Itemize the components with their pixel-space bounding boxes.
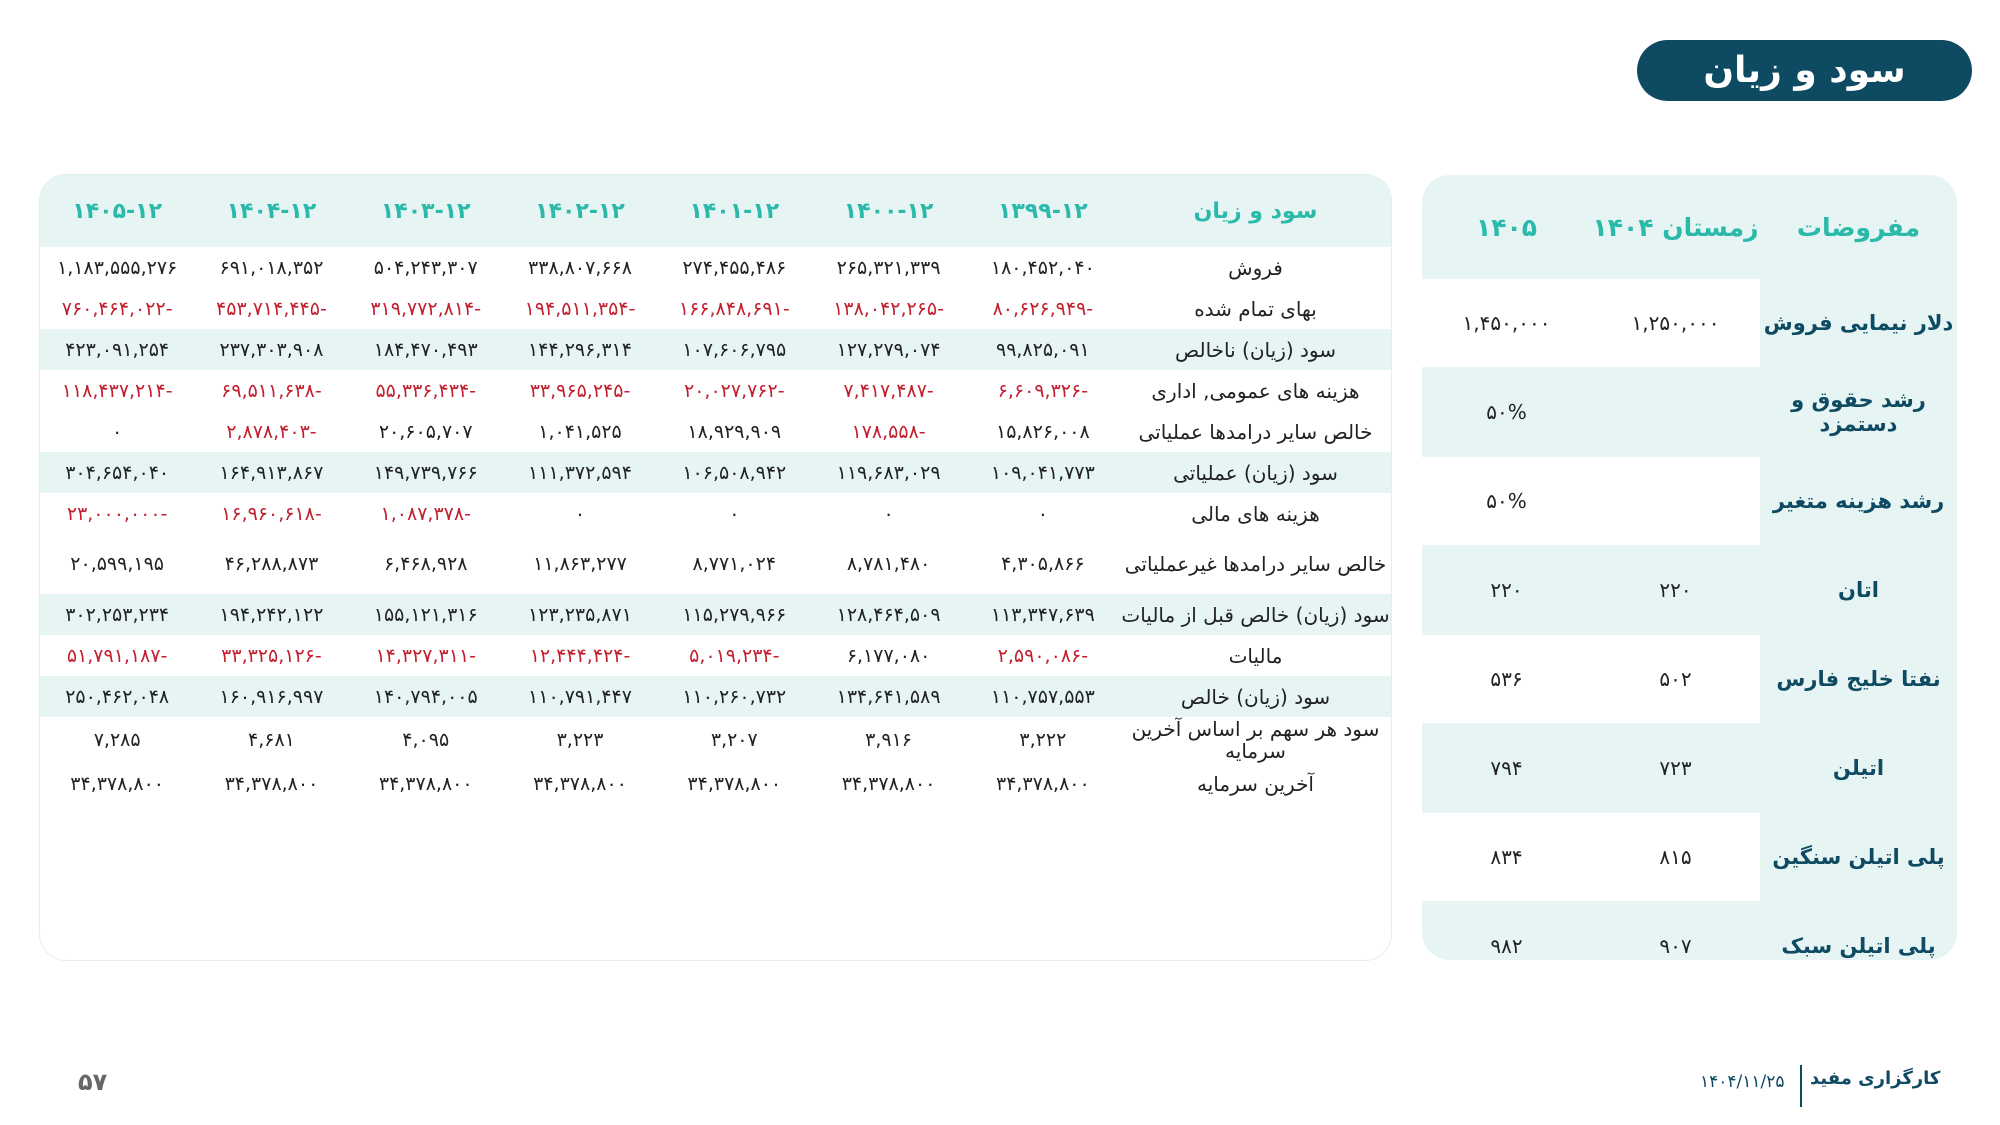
pnl-cell: ۳۴,۳۷۸,۸۰۰	[841, 772, 936, 795]
pnl-cell: ۱۲۳,۲۳۵,۸۷۱	[503, 594, 657, 635]
pnl-row-label: آخرین سرمایه	[1197, 771, 1314, 796]
assumption-label: نفتا خلیج فارس	[1760, 635, 1957, 724]
pnl-row	[40, 452, 1391, 493]
assumption-value: ۵۰۲	[1591, 635, 1760, 724]
assumption-label: پلی اتیلن سبک	[1760, 902, 1957, 961]
assumption-value: ۲۲۰	[1591, 546, 1760, 635]
pnl-cell: ۱۱,۸۶۳,۲۷۷	[533, 553, 627, 575]
pnl-cell: -۳۱۹,۷۷۲,۸۱۴	[370, 297, 482, 320]
pnl-cell: ۳۴,۳۷۸,۸۰۰	[224, 772, 319, 795]
pnl-cell: -۳۳,۳۲۵,۱۲۶	[221, 644, 322, 667]
pnl-cell: ۱۲۷,۲۷۹,۰۷۴	[811, 329, 965, 370]
assumption-value	[1591, 457, 1760, 546]
assumption-row	[1422, 368, 1957, 457]
pnl-cell: ۱۴۰,۷۹۴,۰۰۵	[349, 676, 503, 717]
pnl-cell: ۴۶,۲۸۸,۸۷۳	[224, 553, 319, 575]
pnl-cell: ۳,۲۰۷	[710, 729, 758, 751]
pnl-cell: ۰	[883, 502, 894, 525]
pnl-cell: ۱۳۴,۶۴۱,۵۸۹	[811, 676, 965, 717]
pnl-cell: ۱۸۰,۴۵۲,۰۴۰	[990, 256, 1095, 279]
pnl-header: ۱۴۰۲-۱۲	[503, 175, 657, 247]
pnl-cell: -۵۵,۳۳۶,۴۳۴	[375, 379, 477, 402]
footer-date: ۱۴۰۴/۱۱/۲۵	[1700, 1072, 1785, 1092]
pnl-cell: ۶,۴۶۸,۹۲۸	[383, 553, 468, 575]
pnl-row	[40, 676, 1391, 717]
pnl-row-label: مالیات	[1228, 643, 1283, 668]
assumption-value: ۷۲۳	[1591, 724, 1760, 813]
pnl-header: سود و زیان	[1120, 175, 1391, 247]
pnl-row-label: بهای تمام شده	[1194, 296, 1317, 321]
assumption-row	[1422, 635, 1957, 724]
footer-brand: کارگزاری مفید	[1810, 1068, 1941, 1089]
assumption-label: اتان	[1760, 546, 1957, 635]
pnl-cell: ۲۰,۵۹۹,۱۹۵	[70, 553, 165, 575]
pnl-cell: ۳۴,۳۷۸,۸۰۰	[378, 772, 473, 795]
pnl-cell: ۲۵۰,۴۶۲,۰۴۸	[40, 676, 194, 717]
assumptions-header: ۱۴۰۵	[1475, 212, 1538, 242]
pnl-cell: ۱۱۳,۳۴۷,۶۳۹	[966, 594, 1120, 635]
pnl-row	[40, 717, 1391, 763]
assumption-row	[1422, 902, 1957, 961]
pnl-cell: ۳۰۴,۶۵۴,۰۴۰	[40, 452, 194, 493]
pnl-cell: ۳,۲۲۲	[1019, 729, 1067, 751]
pnl-cell: -۱۶۶,۸۴۸,۶۹۱	[678, 297, 790, 320]
pnl-cell: ۱۱۹,۶۸۳,۰۲۹	[811, 452, 965, 493]
pnl-row	[40, 534, 1391, 594]
pnl-cell: ۱۹۴,۲۴۲,۱۲۲	[194, 594, 348, 635]
pnl-header: ۱۴۰۱-۱۲	[657, 175, 811, 247]
assumption-value: ۱,۲۵۰,۰۰۰	[1591, 279, 1760, 368]
pnl-cell: ۱۸,۹۲۹,۹۰۹	[687, 420, 782, 443]
pnl-cell: ۱۶۰,۹۱۶,۹۹۷	[194, 676, 348, 717]
pnl-cell: -۱۲,۴۴۴,۴۲۴	[529, 644, 631, 667]
pnl-cell: -۲۳,۰۰۰,۰۰۰	[66, 502, 168, 525]
pnl-header: ۱۴۰۳-۱۲	[349, 175, 503, 247]
pnl-cell: ۱,۱۸۳,۵۵۵,۲۷۶	[57, 256, 178, 279]
pnl-cell: ۱۲۸,۴۶۴,۵۰۹	[811, 594, 965, 635]
pnl-cell: -۱۴,۳۲۷,۳۱۱	[375, 644, 477, 667]
pnl-cell: ۱۵,۸۲۶,۰۰۸	[995, 420, 1090, 443]
assumption-value: ۱,۴۵۰,۰۰۰	[1422, 279, 1591, 368]
pnl-cell: ۴۲۳,۰۹۱,۲۵۴	[40, 329, 194, 370]
assumption-label: رشد حقوق و دستمزد	[1760, 368, 1957, 457]
pnl-cell: -۶,۶۰۹,۳۲۶	[997, 379, 1089, 402]
page-number: ۵۷	[78, 1068, 108, 1096]
assumption-row	[1422, 724, 1957, 813]
pnl-cell: ۴,۶۸۱	[248, 729, 295, 751]
page-title: سود و زیان	[1637, 40, 1972, 101]
assumption-value: ۹۸۲	[1422, 902, 1591, 961]
pnl-cell: -۵۱,۷۹۱,۱۸۷	[66, 644, 168, 667]
pnl-cell: -۲۰,۰۲۷,۷۶۲	[684, 379, 785, 402]
pnl-cell: ۱۱۱,۳۷۲,۵۹۴	[503, 452, 657, 493]
assumption-value: ۲۲۰	[1422, 546, 1591, 635]
pnl-cell: ۲۶۵,۳۲۱,۳۳۹	[836, 256, 941, 279]
pnl-cell: -۱۳۸,۰۴۲,۲۶۵	[833, 297, 944, 320]
pnl-row-label: هزینه های مالی	[1191, 501, 1320, 526]
pnl-cell: ۳,۹۱۶	[865, 729, 913, 751]
pnl-row	[40, 493, 1391, 534]
assumption-label: پلی اتیلن سنگین	[1760, 813, 1957, 902]
assumption-value: ۸۳۴	[1422, 813, 1591, 902]
pnl-cell: ۶۹۱,۰۱۸,۳۵۲	[219, 256, 324, 279]
pnl-cell: ۰	[574, 502, 586, 525]
pnl-cell: ۸,۷۸۱,۴۸۰	[846, 553, 931, 575]
pnl-cell: ۱۶۴,۹۱۳,۸۶۷	[194, 452, 348, 493]
pnl-row-label: هزینه های عمومی, اداری	[1151, 378, 1360, 403]
pnl-cell: ۱۰۷,۶۰۶,۷۹۵	[657, 329, 811, 370]
assumptions-header: زمستان ۱۴۰۴	[1592, 212, 1759, 242]
pnl-cell: ۱۱۰,۷۵۷,۵۵۳	[966, 676, 1120, 717]
pnl-header-row	[40, 175, 1391, 247]
assumptions-header-row	[1422, 175, 1957, 279]
assumption-label: دلار نیمایی فروش	[1760, 279, 1957, 368]
pnl-row-label: سود (زیان) عملیاتی	[1120, 452, 1391, 493]
pnl-cell: ۰	[112, 420, 123, 443]
assumption-value: ۵۳۶	[1422, 635, 1591, 724]
pnl-row-label: فروش	[1228, 255, 1283, 280]
pnl-cell: -۱۹۴,۵۱۱,۳۵۴	[524, 297, 636, 320]
pnl-cell: ۱۴۴,۲۹۶,۳۱۴	[503, 329, 657, 370]
pnl-row	[40, 635, 1391, 676]
pnl-cell: -۲,۸۷۸,۴۰۳	[226, 420, 317, 443]
pnl-cell: -۸۰,۶۲۶,۹۴۹	[992, 297, 1094, 320]
pnl-cell: ۴,۳۰۵,۸۶۶	[1001, 553, 1085, 575]
pnl-row	[40, 247, 1391, 288]
pnl-cell: ۱۰۹,۰۴۱,۷۷۳	[966, 452, 1120, 493]
pnl-cell: ۱۱۰,۷۹۱,۴۴۷	[503, 676, 657, 717]
pnl-cell: -۲,۵۹۰,۰۸۶	[997, 644, 1089, 667]
pnl-cell: ۳۴,۳۷۸,۸۰۰	[533, 772, 627, 795]
assumption-row	[1422, 457, 1957, 546]
pnl-cell: -۱۷۸,۵۵۸	[851, 420, 926, 443]
pnl-cell: -۴۵۳,۷۱۴,۴۴۵	[216, 297, 327, 320]
pnl-cell: ۱۱۵,۲۷۹,۹۶۶	[657, 594, 811, 635]
pnl-cell: ۱۱۰,۲۶۰,۷۳۲	[657, 676, 811, 717]
pnl-cell: ۶,۱۷۷,۰۸۰	[846, 644, 931, 667]
pnl-cell: ۹۹,۸۲۵,۰۹۱	[966, 329, 1120, 370]
assumption-value	[1591, 368, 1760, 457]
assumption-value: ۸۱۵	[1591, 813, 1760, 902]
pnl-row-label: سود (زیان) خالص قبل از مالیات	[1120, 594, 1391, 635]
pnl-row	[40, 288, 1391, 329]
assumption-value: ۵۰%	[1422, 457, 1591, 546]
pnl-cell: ۸,۷۷۱,۰۲۴	[692, 553, 777, 575]
pnl-cell: ۳۴,۳۷۸,۸۰۰	[687, 772, 782, 795]
pnl-cell: ۰	[729, 502, 740, 525]
pnl-row	[40, 594, 1391, 635]
pnl-cell: -۶۹,۵۱۱,۶۳۸	[221, 379, 322, 402]
pnl-cell: ۱,۰۴۱,۵۲۵	[538, 420, 622, 443]
assumption-value: ۵۰%	[1422, 368, 1591, 457]
pnl-cell: ۱۸۴,۴۷۰,۴۹۳	[349, 329, 503, 370]
pnl-cell: ۳,۲۲۳	[556, 729, 604, 751]
pnl-cell: ۴,۰۹۵	[402, 729, 450, 751]
pnl-row-label: خالص سایر درامدها غیرعملیاتی	[1124, 552, 1387, 576]
pnl-row	[40, 411, 1391, 452]
pnl-row-label: سود هر سهم بر اساس آخرین سرمایه	[1131, 717, 1380, 763]
pnl-cell: -۱,۰۸۷,۳۷۸	[380, 502, 471, 525]
pnl-row	[40, 763, 1391, 804]
pnl-cell: ۳۳۸,۸۰۷,۶۶۸	[528, 256, 632, 279]
pnl-cell: ۲۰,۶۰۵,۷۰۷	[378, 420, 473, 443]
assumption-value: ۷۹۴	[1422, 724, 1591, 813]
pnl-cell: ۳۴,۳۷۸,۸۰۰	[995, 772, 1090, 795]
assumption-value: ۹۰۷	[1591, 902, 1760, 961]
pnl-row	[40, 329, 1391, 370]
pnl-cell: ۲۷۴,۴۵۵,۴۸۶	[682, 256, 787, 279]
pnl-header: ۱۴۰۰-۱۲	[811, 175, 965, 247]
assumption-label: اتیلن	[1760, 724, 1957, 813]
pnl-cell: ۲۳۷,۳۰۳,۹۰۸	[194, 329, 348, 370]
pnl-cell: -۷,۴۱۷,۴۸۷	[843, 379, 934, 402]
pnl-cell: -۵,۰۱۹,۲۳۴	[689, 644, 780, 667]
profit-loss-table	[40, 175, 1391, 960]
assumption-row	[1422, 279, 1957, 368]
pnl-cell: ۱۰۶,۵۰۸,۹۴۲	[657, 452, 811, 493]
assumption-label: رشد هزینه متغیر	[1760, 457, 1957, 546]
pnl-row-label: خالص سایر درامدها عملیاتی	[1138, 419, 1373, 444]
assumption-row	[1422, 546, 1957, 635]
pnl-header: ۱۴۰۵-۱۲	[40, 175, 194, 247]
pnl-cell: ۷,۲۸۵	[93, 729, 141, 751]
pnl-cell: ۳۰۲,۲۵۳,۲۳۴	[40, 594, 194, 635]
pnl-cell: -۳۳,۹۶۵,۲۴۵	[529, 379, 631, 402]
pnl-row-label: سود (زیان) ناخالص	[1120, 329, 1391, 370]
assumption-row	[1422, 813, 1957, 902]
pnl-cell: ۵۰۴,۲۴۳,۳۰۷	[373, 256, 478, 279]
pnl-header: ۱۳۹۹-۱۲	[966, 175, 1120, 247]
pnl-cell: -۷۶۰,۴۶۴,۰۲۲	[61, 297, 173, 320]
pnl-cell: -۱۱۸,۴۳۷,۲۱۴	[61, 379, 173, 402]
pnl-cell: ۱۵۵,۱۲۱,۳۱۶	[349, 594, 503, 635]
pnl-cell: ۰	[1037, 502, 1048, 525]
footer-divider	[1800, 1065, 1802, 1107]
pnl-header: ۱۴۰۴-۱۲	[194, 175, 348, 247]
pnl-cell: -۱۶,۹۶۰,۶۱۸	[221, 502, 322, 525]
pnl-row-label: سود (زیان) خالص	[1120, 676, 1391, 717]
pnl-cell: ۳۴,۳۷۸,۸۰۰	[70, 772, 165, 795]
pnl-row	[40, 370, 1391, 411]
pnl-cell: ۱۴۹,۷۳۹,۷۶۶	[349, 452, 503, 493]
assumptions-header: مفروضات	[1796, 212, 1921, 242]
assumptions-table	[1422, 175, 1957, 960]
